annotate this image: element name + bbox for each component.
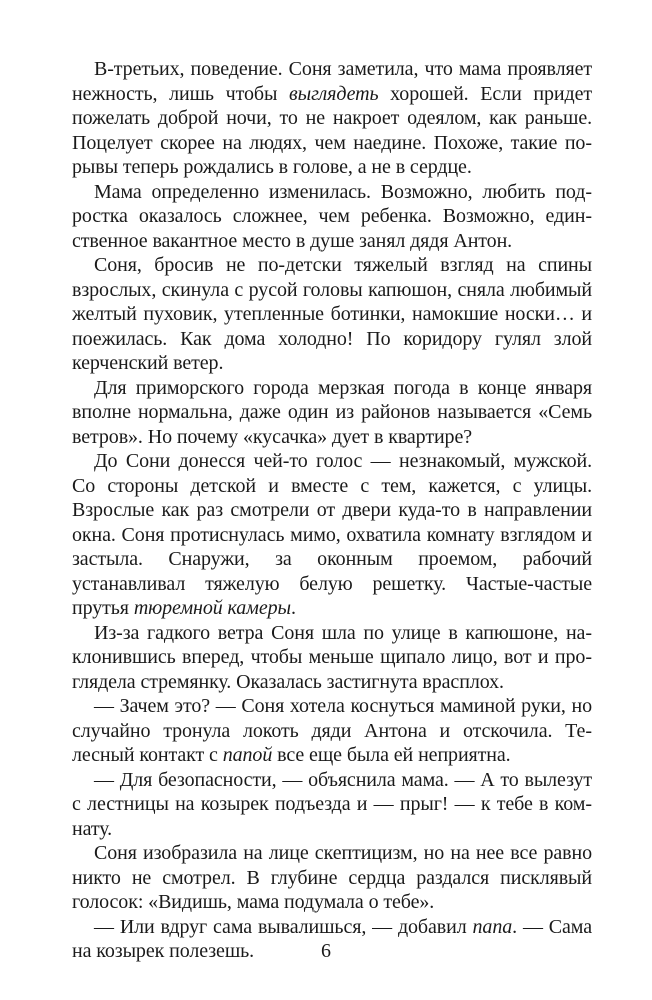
italic-text: тюремной камеры — [133, 597, 291, 619]
page-number: 6 — [321, 940, 331, 962]
text-run: Мама определенно изменилась. Возможно, любить подростка оказалось сложнее, чем ребенка. Возможно, единственное вакантное место в душе занял дядя Антон. — [72, 180, 592, 252]
text-run: — Зачем это? — Соня хотела коснуться маминой руки, но случайно тронула локоть дяди Антона и отскочила. Телесный контакт с — [72, 695, 592, 766]
text-run: . — Сама на козырек полезешь. — [72, 915, 592, 962]
text-run: До Сони донесся чей-то голос — незнакомый, мужской. Со стороны детской и вместе с тем, кажется, с улицы. Взрослые как раз смотрели от двери куда-то в направлении окна. Соня протиснулась мимо, охватила комнату взглядом и застыла. Снаружи, за оконным проемом, рабочий устанавливал тяжелую белую решетку. Частые-частые прутья — [72, 450, 592, 619]
text-run: В-третьих, поведение. Соня заметила, что мама проявляет нежность, лишь чтобы — [72, 58, 592, 105]
paragraph — [72, 841, 592, 915]
paragraph — [72, 621, 592, 695]
text-run: Соня, бросив не по-детски тяжелый взгляд на спины взрослых, скинула с русой головы капюшон, сняла любимый желтый пуховик, утепленные ботинки, намокшие носки… и поежилась. Как дома холодно! По коридору гулял злой керченский ветер. — [72, 254, 592, 374]
paragraph — [72, 180, 592, 254]
italic-text: папой — [222, 744, 273, 766]
paragraph — [72, 253, 592, 376]
paragraph — [72, 57, 592, 180]
italic-text: выглядеть — [289, 82, 379, 105]
text-run: все еще была ей неприятна. — [272, 744, 511, 766]
text-run: — Или вдруг сама вывалишься, — добавил — [94, 915, 473, 938]
text-run: хорошей. Если придет пожелать доброй ночи, то не накроет одеялом, как раньше. Поцелует скорее на людях, чем наедине. Похоже, такие порывы теперь рождались в голове, а не в сердце. — [72, 82, 592, 178]
body-text — [72, 57, 592, 964]
text-run: Для приморского города мерзкая погода в конце января вполне нормальна, даже один из районов называется «Семь ветров». Но почему «кусачка» дует в квартире? — [72, 376, 592, 448]
paragraph — [72, 376, 592, 450]
paragraph — [72, 449, 592, 621]
text-run: Соня изобразила на лице скептицизм, но на нее все равно никто не смотрел. В глубине сердца раздался писклявый голосок: «Видишь, мама подумала о тебе». — [72, 842, 592, 913]
text-run: — Для безопасности, — объяснила мама. — А то вылезут с лестницы на козырек подъезда и — прыг! — к тебе в комнату. — [72, 768, 592, 840]
text-run: Из-за гадкого ветра Соня шла по улице в капюшоне, наклонившись вперед, чтобы меньше щипало лицо, вот и проглядела стремянку. Оказалась застигнута врасплох. — [72, 621, 592, 693]
text-run: . — [290, 597, 296, 619]
italic-text: папа — [472, 915, 513, 938]
paragraph — [72, 694, 592, 768]
paragraph — [72, 768, 592, 842]
